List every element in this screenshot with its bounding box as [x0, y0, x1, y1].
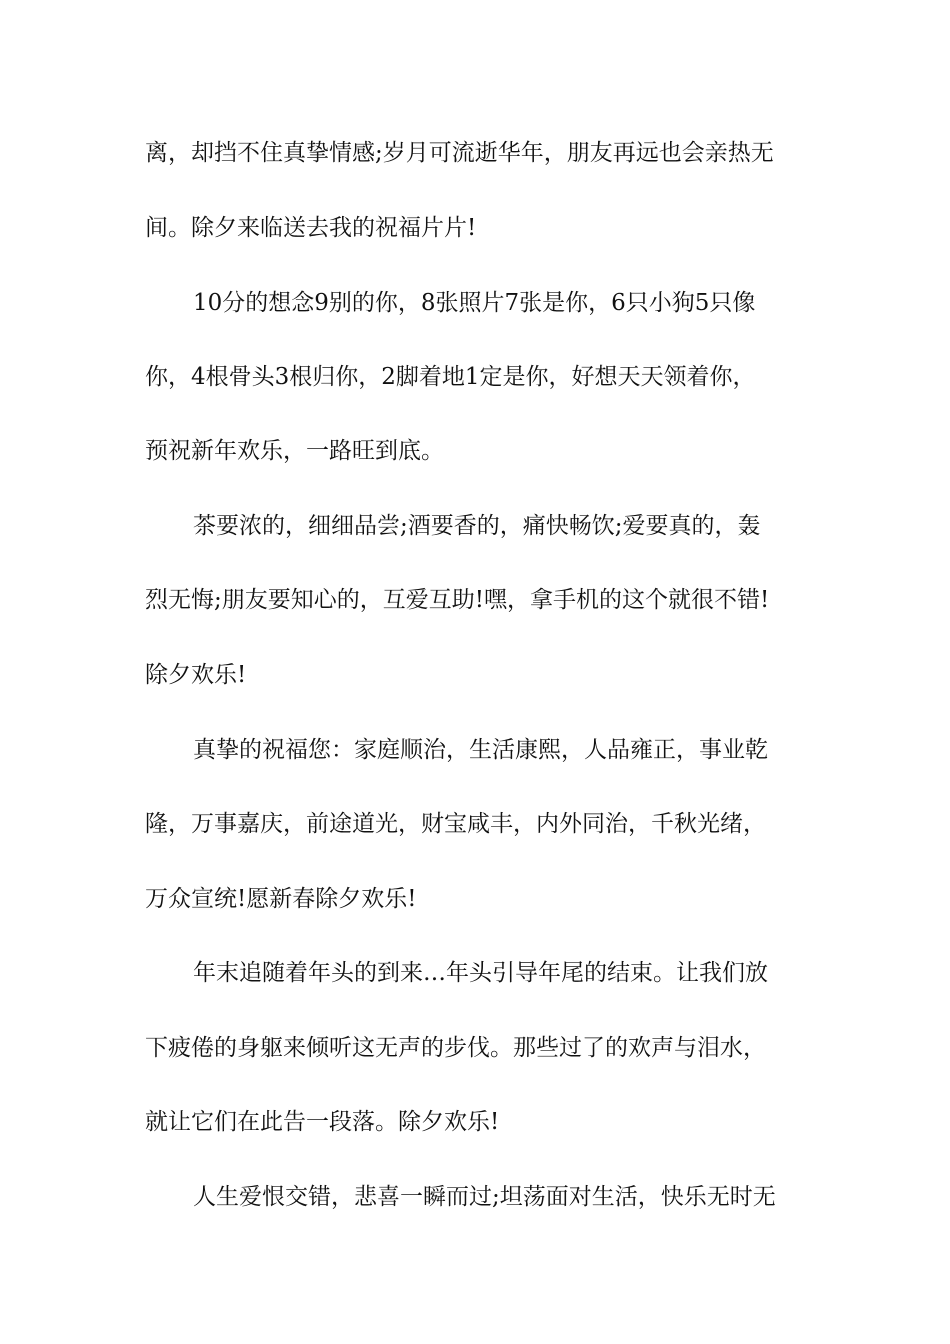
- text-line: 除夕欢乐!: [145, 662, 247, 688]
- text-line: 隆，万事嘉庆，前途道光，财宝咸丰，内外同治，千秋光绪，: [145, 811, 766, 837]
- text-line: 烈无悔;朋友要知心的，互爱互助!嘿，拿手机的这个就很不错!: [145, 587, 770, 613]
- paragraph-first-line: 真挚的祝福您：家庭顺治，生活康熙，人品雍正，事业乾: [193, 737, 768, 763]
- paragraph-first-line: 年末追随着年头的到来…年头引导年尾的结束。让我们放: [193, 960, 768, 986]
- paragraph-first-line: 10分的想念9别的你，8张照片7张是你，6只小狗5只像: [193, 290, 756, 316]
- text-line: 你，4根骨头3根归你，2脚着地1定是你，好想天天领着你，: [145, 364, 756, 390]
- text-line: 下疲倦的身躯来倾听这无声的步伐。那些过了的欢声与泪水，: [145, 1035, 766, 1061]
- paragraph-first-line: 人生爱恨交错，悲喜一瞬而过;坦荡面对生活，快乐无时无: [193, 1184, 776, 1210]
- text-line: 就让它们在此告一段落。除夕欢乐!: [145, 1109, 500, 1135]
- text-line: 预祝新年欢乐，一路旺到底。: [145, 438, 444, 464]
- paragraph-first-line: 茶要浓的，细细品尝;酒要香的，痛快畅饮;爱要真的，轰: [193, 513, 761, 539]
- text-line: 离，却挡不住真挚情感;岁月可流逝华年，朋友再远也会亲热无: [145, 140, 774, 166]
- text-line: 间。除夕来临送去我的祝福片片!: [145, 215, 477, 241]
- text-line: 万众宣统!愿新春除夕欢乐!: [145, 886, 417, 912]
